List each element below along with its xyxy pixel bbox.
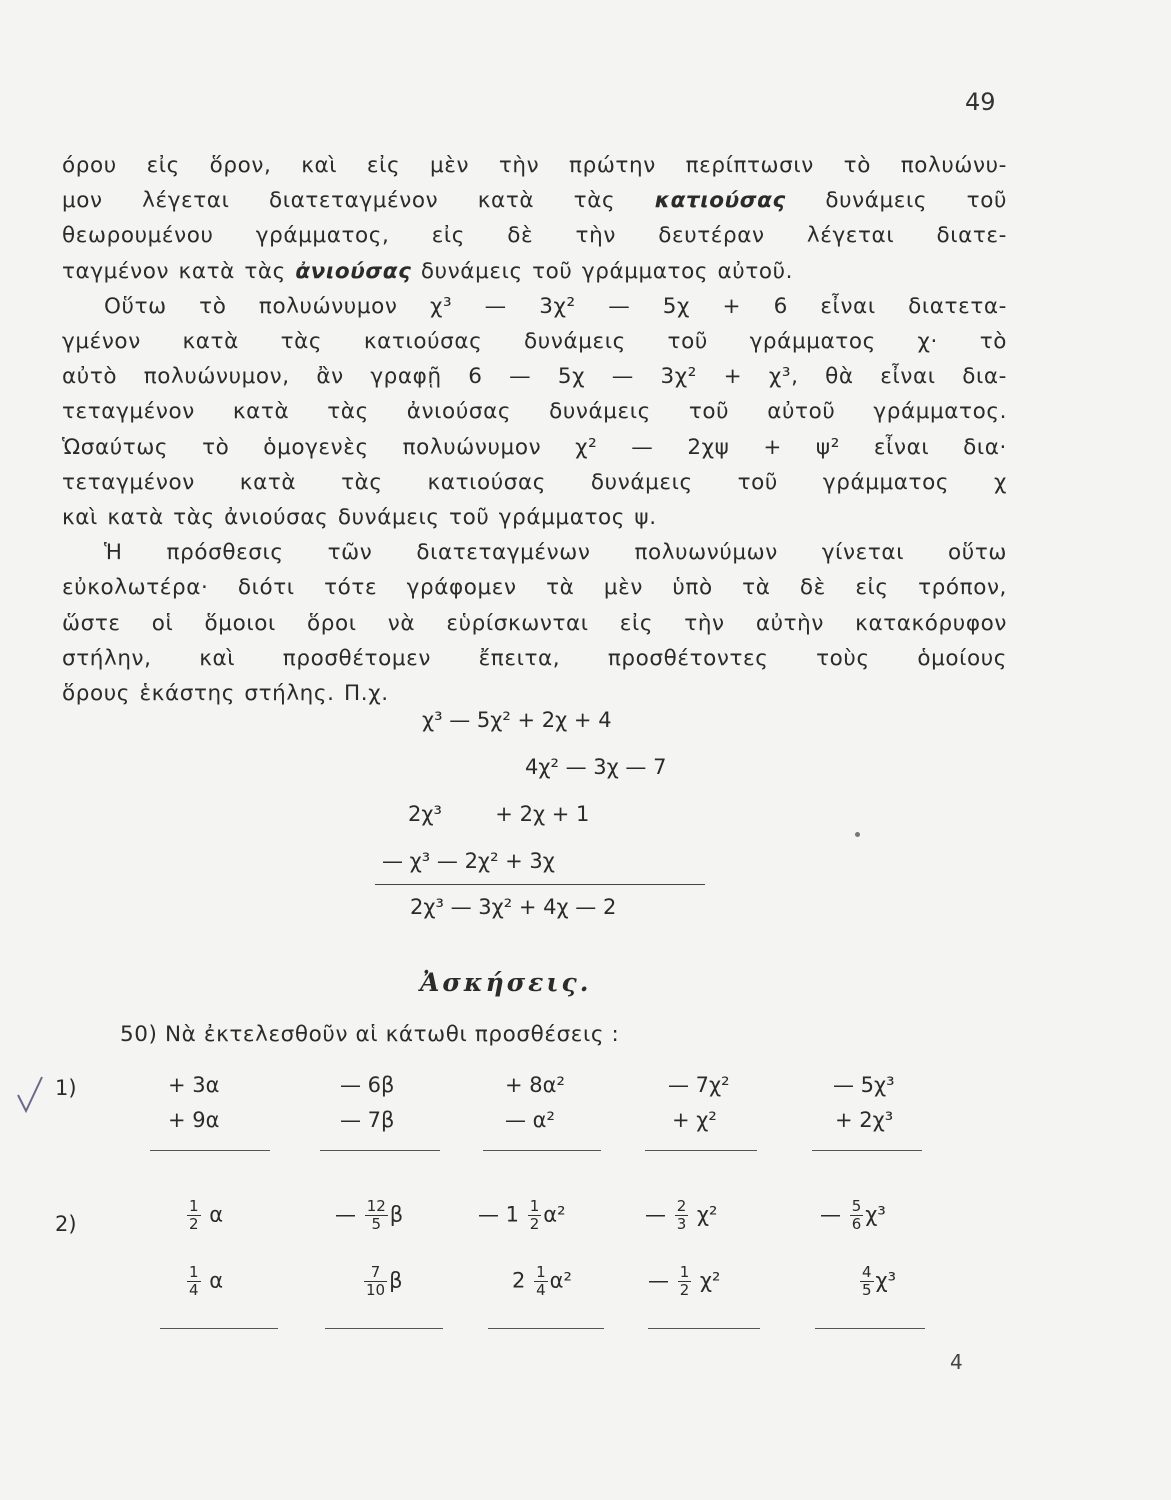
emphasis-katiousas: κατιούσας (654, 188, 786, 214)
fraction: $\frac{1}{2}$ (679, 1263, 690, 1299)
sum-rule (815, 1328, 925, 1329)
sum-rule (150, 1150, 270, 1151)
exercise-term: + 2χ³ (835, 1108, 894, 1132)
text-fragment: μον λέγεται διατεταγμένον κατὰ τὰς (62, 188, 655, 214)
exercise-term: $\frac{1}{2}$ α (189, 1197, 224, 1233)
text-line: στήλην, καὶ προσθέτομεν ἔπειτα, προσθέτοντες τοὺς ὁμοίους (62, 645, 1007, 671)
text-line: γμένον κατὰ τὰς κατιούσας δυνάμεις τοῦ γράμματος χ· τὸ (62, 329, 1007, 355)
example-row: 2χ³ + 2χ + 1 (408, 802, 590, 826)
sum-rule (812, 1150, 922, 1151)
fraction: $\frac{1}{2}$ (189, 1197, 199, 1233)
example-row: — χ³ — 2χ² + 3χ (382, 849, 555, 873)
fraction: $\frac{1}{2}$ (529, 1197, 540, 1233)
sum-rule (488, 1328, 604, 1329)
text-line (62, 183, 1007, 218)
paragraph-3 (62, 535, 1007, 711)
exercise-intro: 50) Νὰ ἐκτελεσθοῦν αἱ κάτωθι προσθέσεις : (120, 1022, 620, 1047)
exercise-term: $\frac{4}{5}$ χ³ (862, 1263, 897, 1299)
example-row: χ³ — 5χ² + 2χ + 4 (422, 708, 612, 732)
sum-rule (645, 1150, 757, 1151)
text-fragment: δυνάμεις τοῦ (785, 188, 1007, 214)
exercise-term: — 5χ³ (833, 1073, 895, 1097)
exercise-term: — α² (505, 1108, 555, 1132)
sum-rule (483, 1150, 601, 1151)
fraction: $\frac{12}{5}$ (366, 1197, 386, 1233)
fraction: $\frac{1}{4}$ (189, 1263, 199, 1299)
exercise-term: — 6β (340, 1073, 395, 1097)
text-line: τεταγμένον κατὰ τὰς ἀνιούσας δυνάμεις τοῦ αὐτοῦ γράμματος. (62, 399, 1007, 425)
ink-dot (855, 832, 860, 837)
text-line: αὐτὸ πολυώνυμον, ἂν γραφῇ 6 — 5χ — 3χ² + χ³, θὰ εἶναι δια- (62, 364, 1007, 390)
text-line: Ὡσαύτως τὸ ὁμογενὲς πολυώνυμον χ² — 2χψ + ψ² εἶναι δια· (62, 434, 1007, 460)
text-line: καὶ κατὰ τὰς ἀνιούσας δυνάμεις τοῦ γράμματος ψ. (62, 505, 657, 531)
exercise-term: — $\frac{12}{5}$ β (335, 1197, 404, 1233)
emphasis-aniousas: ἀνιούσας (295, 258, 412, 284)
exercise-term: $\frac{7}{10}$ β (366, 1263, 403, 1299)
exercise-term: + 9α (168, 1108, 220, 1132)
exercise-term: 2 $\frac{1}{4}$ α² (512, 1263, 572, 1299)
text-line: θεωρουμένου γράμματος, εἰς δὲ τὴν δευτέραν λέγεται διατε- (62, 223, 1007, 249)
fraction: $\frac{5}{6}$ (851, 1197, 862, 1233)
exercise-term: + χ² (672, 1108, 717, 1132)
sum-rule (325, 1328, 443, 1329)
text-fragment: δυνάμεις τοῦ γράμματος αὐτοῦ. (411, 258, 794, 284)
text-line: Ἡ πρόσθεσις τῶν διατεταγμένων πολυωνύμων γίνεται οὕτω (104, 540, 1007, 566)
text-line: Οὕτω τὸ πολυώνυμον χ³ — 3χ² — 5χ + 6 εἶναι διατετα- (104, 293, 1007, 319)
body-text (62, 148, 1007, 711)
text-line: όρου εἰς ὅρον, καὶ εἰς μὲν τὴν πρώτην περίπτωσιν τὸ πολυώνυ- (62, 153, 1007, 178)
exercise-term: $\frac{1}{4}$ α (189, 1263, 224, 1299)
text-line: ὥστε οἱ ὅμοιοι ὅροι νὰ εὑρίσκωνται εἰς τὴν αὐτὴν κατακόρυφον (62, 610, 1007, 636)
checkmark-icon (14, 1075, 44, 1115)
fraction: $\frac{2}{3}$ (676, 1197, 687, 1233)
exercise-term: — $\frac{5}{6}$ χ³ (820, 1197, 886, 1233)
exercise-term: — $\frac{2}{3}$ χ² (645, 1197, 718, 1233)
exercise-term: + 3α (168, 1073, 220, 1097)
example-sum: 2χ³ — 3χ² + 4χ — 2 (410, 895, 617, 919)
exercise-term: — 7χ² (668, 1073, 730, 1097)
text-line (62, 254, 1007, 289)
paragraph-1 (62, 148, 1007, 289)
sum-rule (375, 884, 705, 885)
text-fragment: ταγμένον κατὰ τὰς (62, 258, 296, 284)
sum-rule (160, 1328, 278, 1329)
text-line: τεταγμένον κατὰ τὰς κατιούσας δυνάμεις τοῦ γράμματος χ (62, 469, 1007, 495)
exercise-term: — 7β (340, 1108, 395, 1132)
exercises-heading: Ἀσκήσεις. (420, 968, 592, 997)
page-number: 49 (965, 88, 996, 116)
example-row: 4χ² — 3χ — 7 (525, 755, 667, 779)
exercise-term: + 8α² (505, 1073, 565, 1097)
row-label: 1) (55, 1076, 77, 1100)
paragraph-2 (62, 289, 1007, 535)
fraction: $\frac{7}{10}$ (366, 1263, 386, 1299)
text-line: ὅρους ἑκάστης στήλης. Π.χ. (62, 681, 389, 707)
sum-rule (320, 1150, 440, 1151)
row-label: 2) (55, 1212, 77, 1236)
exercise-term: — $\frac{1}{2}$ χ² (648, 1263, 721, 1299)
sum-rule (648, 1328, 760, 1329)
text-line: εὐκολωτέρα· διότι τότε γράφομεν τὰ μὲν ὑπὸ τὰ δὲ εἰς τρόπον, (62, 575, 1007, 601)
folio-number: 4 (950, 1350, 963, 1374)
fraction: $\frac{4}{5}$ (862, 1263, 872, 1299)
fraction: $\frac{1}{4}$ (536, 1263, 546, 1299)
exercise-term: — 1 $\frac{1}{2}$ α² (478, 1197, 566, 1233)
